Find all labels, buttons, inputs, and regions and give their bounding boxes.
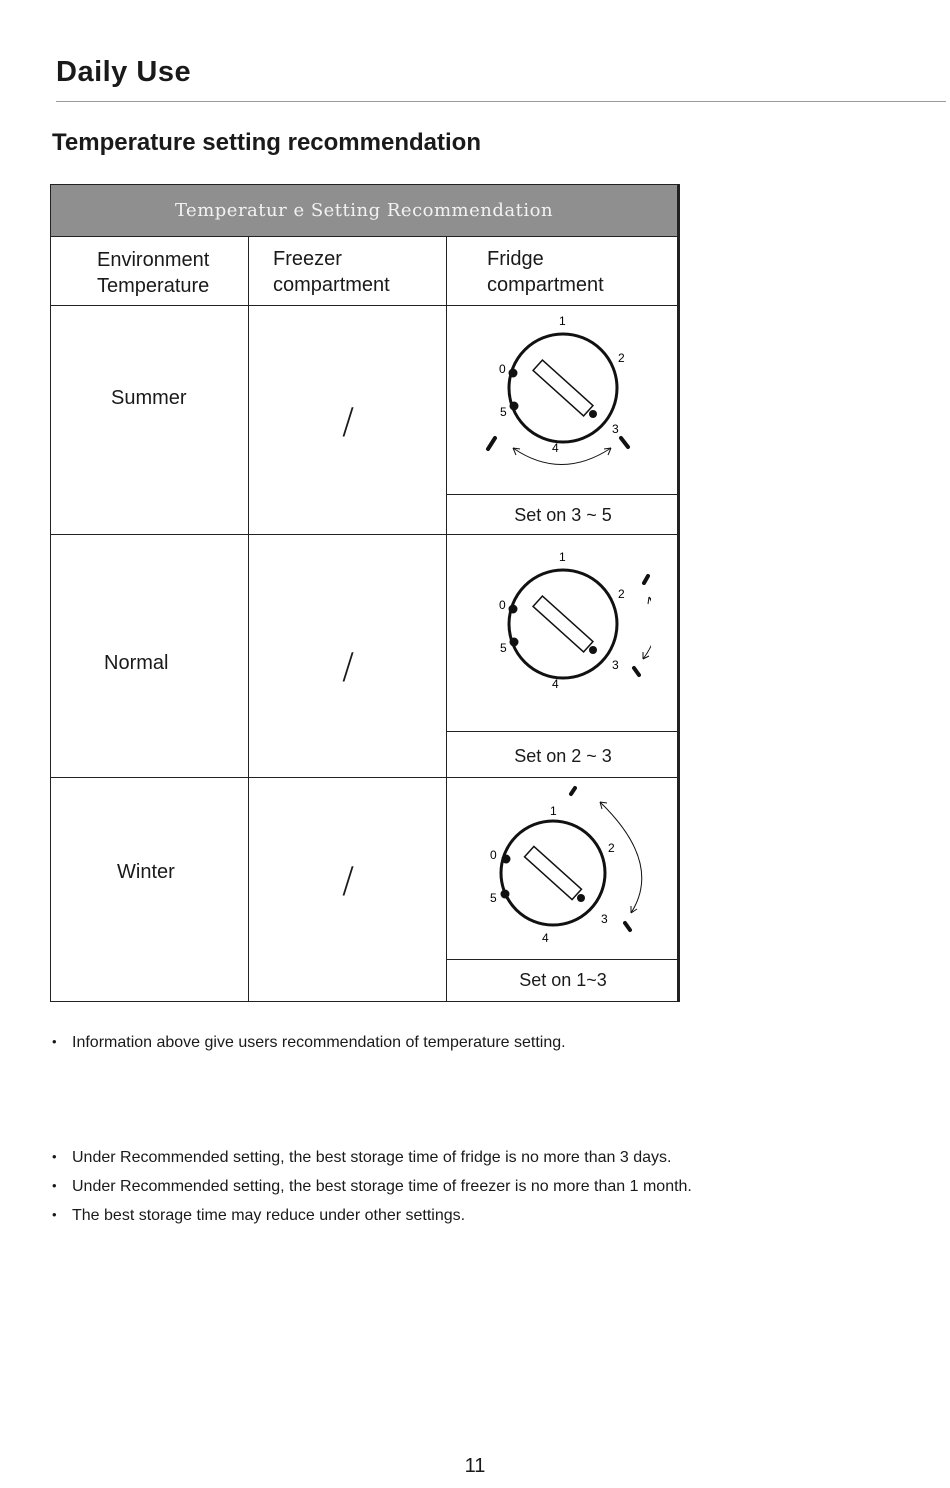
info-note-text: Information above give users recommendation of temperature setting. bbox=[72, 1034, 566, 1051]
header-freezer: Freezer compartment bbox=[273, 248, 390, 296]
dial-label: 2 bbox=[608, 841, 615, 855]
section-title: Temperature setting recommendation bbox=[52, 129, 481, 156]
table-divider bbox=[51, 305, 677, 306]
dial-label: 0 bbox=[499, 598, 506, 612]
bullet-dot-icon: • bbox=[52, 1034, 57, 1049]
header-fridge: Fridge compartment bbox=[487, 248, 604, 296]
dial-label: 0 bbox=[499, 362, 506, 376]
table-divider bbox=[51, 236, 677, 237]
temperature-table bbox=[50, 184, 678, 1002]
note-item bbox=[52, 1149, 671, 1167]
dial-label: 4 bbox=[542, 931, 549, 945]
table-divider bbox=[51, 777, 677, 778]
dial-label: 1 bbox=[559, 314, 566, 328]
setting-winter: Set on 1~3 bbox=[519, 970, 607, 990]
header-environment: Environment Temperature bbox=[97, 249, 210, 297]
freezer-value-summer: / bbox=[342, 401, 355, 442]
season-winter: Winter bbox=[117, 861, 175, 883]
info-note bbox=[52, 1034, 566, 1052]
note-item-text: The best storage time may reduce under other settings. bbox=[72, 1207, 466, 1224]
dial-label: 2 bbox=[618, 351, 625, 365]
table-divider bbox=[248, 236, 249, 1002]
table-divider bbox=[447, 959, 677, 960]
dial-label: 4 bbox=[552, 441, 559, 455]
freezer-value-normal: / bbox=[342, 646, 355, 687]
table-divider bbox=[447, 731, 677, 732]
dial-normal-icon bbox=[471, 547, 651, 707]
table-divider bbox=[447, 494, 677, 495]
table-banner: Temperatur e Setting Recommendation bbox=[51, 185, 677, 236]
dial-label: 2 bbox=[618, 587, 625, 601]
page-number: 11 bbox=[464, 1455, 486, 1477]
dial-label: 3 bbox=[612, 658, 619, 672]
heading-divider bbox=[56, 101, 946, 102]
note-item bbox=[52, 1207, 465, 1225]
dial-label: 3 bbox=[601, 912, 608, 926]
note-item-text: Under Recommended setting, the best storage time of freezer is no more than 1 month. bbox=[72, 1178, 692, 1195]
setting-summer: Set on 3 ~ 5 bbox=[514, 505, 612, 525]
season-normal: Normal bbox=[104, 652, 169, 674]
note-item bbox=[52, 1178, 692, 1196]
season-summer: Summer bbox=[111, 387, 187, 409]
setting-normal: Set on 2 ~ 3 bbox=[514, 746, 612, 766]
table-divider bbox=[446, 236, 447, 1002]
bullet-dot-icon: • bbox=[52, 1178, 57, 1193]
bullet-dot-icon: • bbox=[52, 1207, 57, 1222]
freezer-value-winter: / bbox=[342, 860, 355, 901]
dial-winter-icon bbox=[471, 783, 651, 953]
note-item-text: Under Recommended setting, the best storage time of fridge is no more than 3 days. bbox=[72, 1149, 672, 1166]
dial-label: 3 bbox=[612, 422, 619, 436]
dial-label: 5 bbox=[500, 641, 507, 655]
table-shadow-edge bbox=[678, 184, 680, 1002]
dial-label: 5 bbox=[500, 405, 507, 419]
dial-label: 4 bbox=[552, 677, 559, 691]
dial-label: 5 bbox=[490, 891, 497, 905]
dial-summer-icon bbox=[471, 311, 651, 471]
dial-label: 0 bbox=[490, 848, 497, 862]
page-heading: Daily Use bbox=[56, 56, 192, 88]
dial-label: 1 bbox=[559, 550, 566, 564]
dial-label: 1 bbox=[550, 804, 557, 818]
table-divider bbox=[51, 534, 677, 535]
bullet-dot-icon: • bbox=[52, 1149, 57, 1164]
